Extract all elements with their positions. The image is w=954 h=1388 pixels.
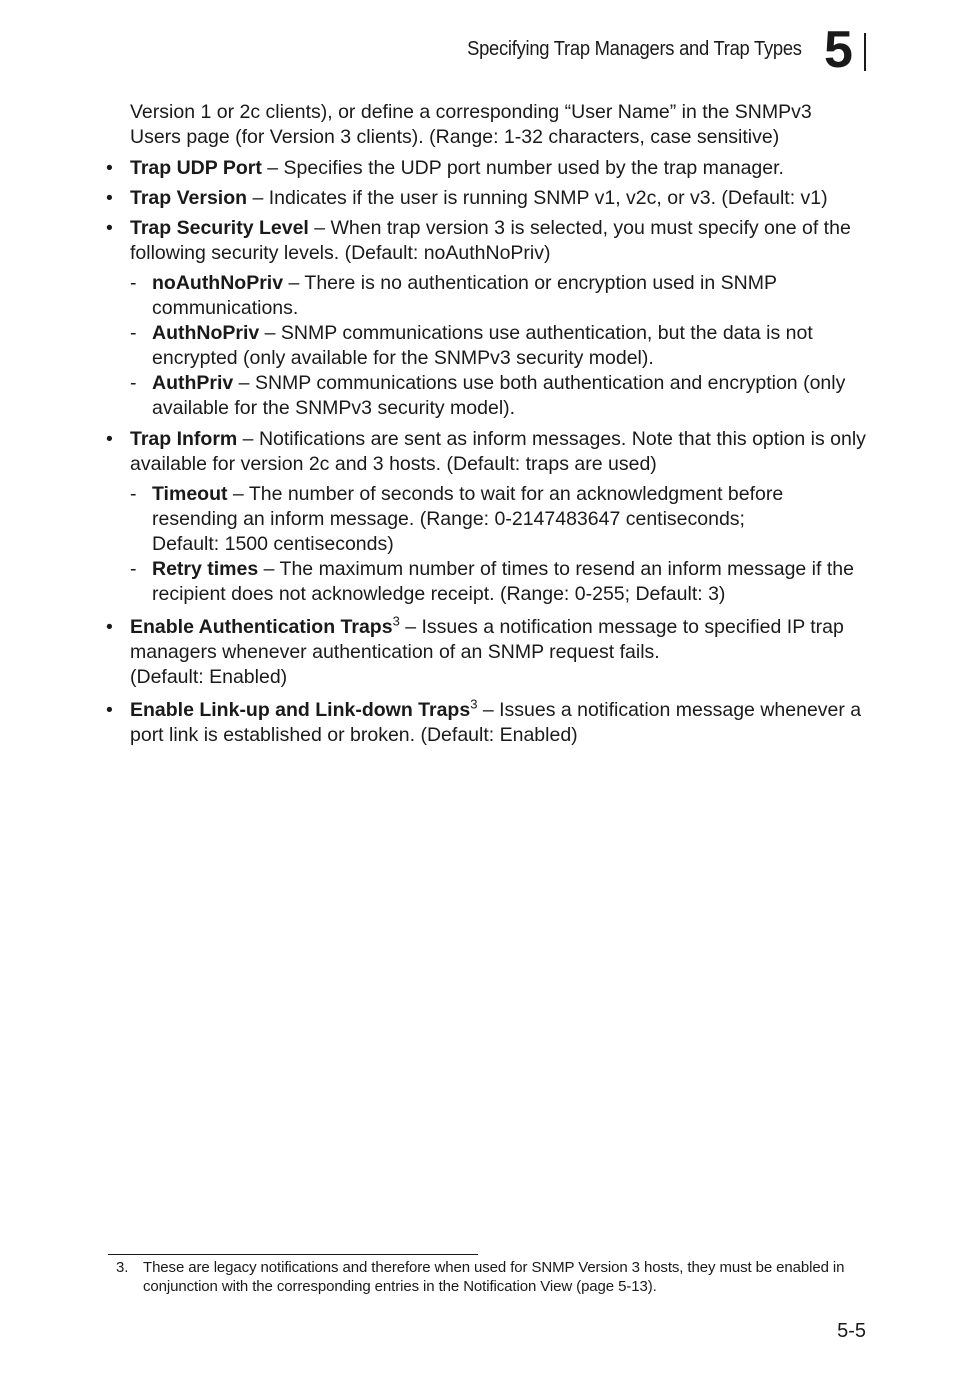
sub-item-term: Timeout xyxy=(152,483,228,505)
sub-item-term: AuthNoPriv xyxy=(152,322,260,344)
sub-item-term: noAuthNoPriv xyxy=(152,272,284,294)
continuation-paragraph: Version 1 or 2c clients), or define a corresponding “User Name” in the SNMPv3 Users page (for Version 3 clients). (Range: 1-32 characters, case sensitive) xyxy=(130,101,812,148)
dash-mark: - xyxy=(130,483,137,505)
item-term: Trap Security Level xyxy=(130,217,309,239)
dash-mark: - xyxy=(130,322,137,344)
running-header: Specifying Trap Managers and Trap Types xyxy=(467,38,802,60)
bullet-mark: • xyxy=(106,217,113,239)
dash-mark: - xyxy=(130,372,137,394)
list-item-trap-inform xyxy=(106,427,868,607)
bullet-mark: • xyxy=(106,428,113,450)
footnote xyxy=(116,1258,856,1296)
sub-item-text: – The maximum number of times to resend an inform message if the recipient does not acknowledge receipt. (Range: 0-255; Default: 3) xyxy=(152,558,854,605)
footnote-reference: 3 xyxy=(392,613,400,629)
sub-item-retry-times xyxy=(130,557,868,607)
sub-item-timeout xyxy=(130,482,868,557)
item-text: – Specifies the UDP port number used by the trap manager. xyxy=(261,157,784,179)
list-item-enable-authentication-traps xyxy=(106,615,868,690)
sub-item-term: Retry times xyxy=(152,558,259,580)
chapter-number: 5 xyxy=(824,21,852,79)
dash-mark: - xyxy=(130,272,137,294)
sub-item-text: – SNMP communications use authentication, but the data is not encrypted (only available for the SNMPv3 security model). xyxy=(152,322,813,369)
security-level-sublist xyxy=(130,271,868,421)
item-text: – Issues a notification message to specified IP trap managers whenever authentication of an SNMP request fails. xyxy=(130,616,844,663)
list-item-trap-security-level xyxy=(106,216,868,421)
bullet-mark: • xyxy=(106,699,113,721)
sub-item-text: – The number of seconds to wait for an acknowledgment before resending an inform message. (Range: 0-2147483647 centiseconds; xyxy=(152,483,784,530)
footnote-reference: 3 xyxy=(470,696,478,712)
dash-mark: - xyxy=(130,558,137,580)
item-term: Trap Inform xyxy=(130,428,238,450)
body-text xyxy=(106,100,868,753)
item-text: – When trap version 3 is selected, you must specify one of the following security levels. (Default: noAuthNoPriv) xyxy=(130,217,851,264)
bullet-mark: • xyxy=(106,157,113,179)
item-text: – Issues a notification message whenever a port link is established or broken. (Default: Enabled) xyxy=(130,699,862,746)
list-item-enable-link-traps xyxy=(106,698,868,748)
sub-item-authpriv xyxy=(130,371,868,421)
list-item-trap-version xyxy=(106,186,868,211)
item-term: Trap Version xyxy=(130,187,248,209)
item-term: Enable Authentication Traps xyxy=(130,616,393,638)
chapter-divider xyxy=(864,33,866,71)
sub-item-text: – There is no authentication or encryption used in SNMP communications. xyxy=(152,272,777,319)
sub-item-authnopriv xyxy=(130,321,868,371)
sub-item-text-line2: Default: 1500 centiseconds) xyxy=(152,533,394,555)
page-number: 5-5 xyxy=(837,1320,866,1342)
item-text: – Notifications are sent as inform messages. Note that this option is only available for version 2c and 3 hosts. (Default: traps are used) xyxy=(130,428,866,475)
footnote-separator xyxy=(108,1254,478,1255)
bullet-mark: • xyxy=(106,187,113,209)
list-item-trap-udp-port xyxy=(106,156,868,181)
inform-sublist xyxy=(130,482,868,607)
footnote-number: 3. xyxy=(116,1259,129,1276)
item-term: Trap UDP Port xyxy=(130,157,262,179)
footnote-text: These are legacy notifications and therefore when used for SNMP Version 3 hosts, they must be enabled in conjunction with the corresponding entries in the Notification View (page 5-13). xyxy=(143,1259,845,1295)
sub-item-noauthnopriv xyxy=(130,271,868,321)
item-term: Enable Link-up and Link-down Traps xyxy=(130,699,471,721)
sub-item-text: – SNMP communications use both authentication and encryption (only available for the SNMPv3 security model). xyxy=(152,372,846,419)
bullet-mark: • xyxy=(106,616,113,638)
item-text: – Indicates if the user is running SNMP v1, v2c, or v3. (Default: v1) xyxy=(247,187,828,209)
sub-item-term: AuthPriv xyxy=(152,372,234,394)
item-text-line2: (Default: Enabled) xyxy=(130,666,288,688)
